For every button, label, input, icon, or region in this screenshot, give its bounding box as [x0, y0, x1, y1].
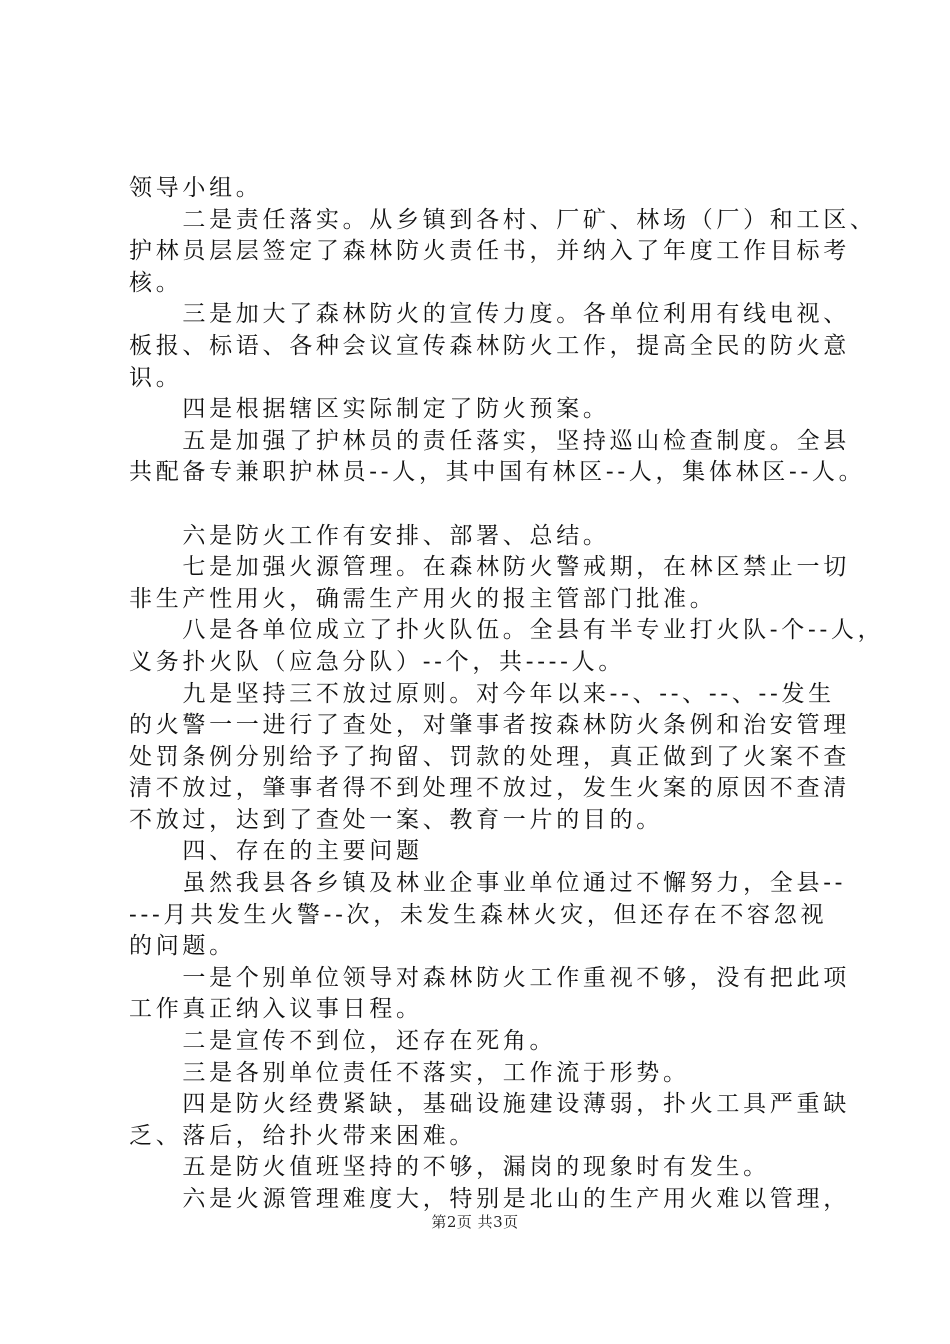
text-line: 识。	[129, 364, 183, 391]
text-line: 二是宣传不到位，还存在死角。	[129, 1028, 557, 1055]
text-line: 乏、落后，给扑火带来困难。	[129, 1122, 477, 1149]
section-heading: 四、存在的主要问题	[129, 838, 423, 865]
text-line: 六是火源管理难度大，特别是北山的生产用火难以管理，	[129, 1186, 850, 1212]
text-line: 虽然我县各乡镇及林业企事业单位通过不懈努力，全县--	[129, 870, 847, 897]
text-line: 二是责任落实。从乡镇到各村、厂矿、林场（厂）和工区、	[129, 206, 877, 233]
text-line: 五是防火值班坚持的不够，漏岗的现象时有发生。	[129, 1154, 770, 1181]
text-line: 处罚条例分别给予了拘留、罚款的处理，真正做到了火案不查	[129, 743, 850, 770]
text-line: 的火警一一进行了查处，对肇事者按森林防火条例和治安管理	[129, 712, 850, 739]
text-line: 七是加强火源管理。在森林防火警戒期，在林区禁止一切	[129, 554, 850, 581]
text-line: 一是个别单位领导对森林防火工作重视不够，没有把此项	[129, 964, 850, 991]
text-line: 板报、标语、各种会议宣传森林防火工作，提高全民的防火意	[129, 332, 850, 359]
text-line: ---月共发生火警--次，未发生森林火灾，但还存在不容忽视	[129, 901, 828, 928]
text-line: 不放过，达到了查处一案、教育一片的目的。	[129, 806, 663, 833]
page-footer	[0, 1211, 950, 1232]
text-line: 三是加大了森林防火的宣传力度。各单位利用有线电视、	[129, 301, 850, 328]
text-line: 护林员层层签定了森林防火责任书，并纳入了年度工作目标考	[129, 238, 850, 265]
text-line: 四是根据辖区实际制定了防火预案。	[129, 396, 610, 423]
text-line: 工作真正纳入议事日程。	[129, 996, 423, 1023]
text-line: 六是防火工作有安排、部署、总结。	[129, 522, 610, 549]
text-line: 领导小组。	[129, 175, 263, 201]
text-line: 三是各别单位责任不落实，工作流于形势。	[129, 1059, 690, 1086]
text-line: 九是坚持三不放过原则。对今年以来--、--、--、--发生	[129, 680, 835, 707]
text-line: 的问题。	[129, 933, 236, 960]
text-line: 义务扑火队（应急分队）--个，共----人。	[129, 648, 626, 675]
text-line: 非生产性用火，确需生产用火的报主管部门批准。	[129, 585, 717, 612]
text-line: 八是各单位成立了扑火队伍。全县有半专业打火队-个--人，	[129, 617, 885, 644]
text-line: 核。	[129, 269, 183, 296]
text-line: 四是防火经费紧缺，基础设施建设薄弱，扑火工具严重缺	[129, 1091, 850, 1118]
blank-line	[129, 489, 859, 521]
text-line: 五是加强了护林员的责任落实，坚持巡山检查制度。全县	[129, 427, 850, 454]
text-line: 共配备专兼职护林员--人，其中国有林区--人，集体林区--人。	[129, 459, 866, 486]
page-number-label: 第2页 共3页	[431, 1213, 519, 1231]
document-body	[129, 173, 885, 1216]
text-line: 清不放过，肇事者得不到处理不放过，发生火案的原因不查清	[129, 775, 850, 802]
